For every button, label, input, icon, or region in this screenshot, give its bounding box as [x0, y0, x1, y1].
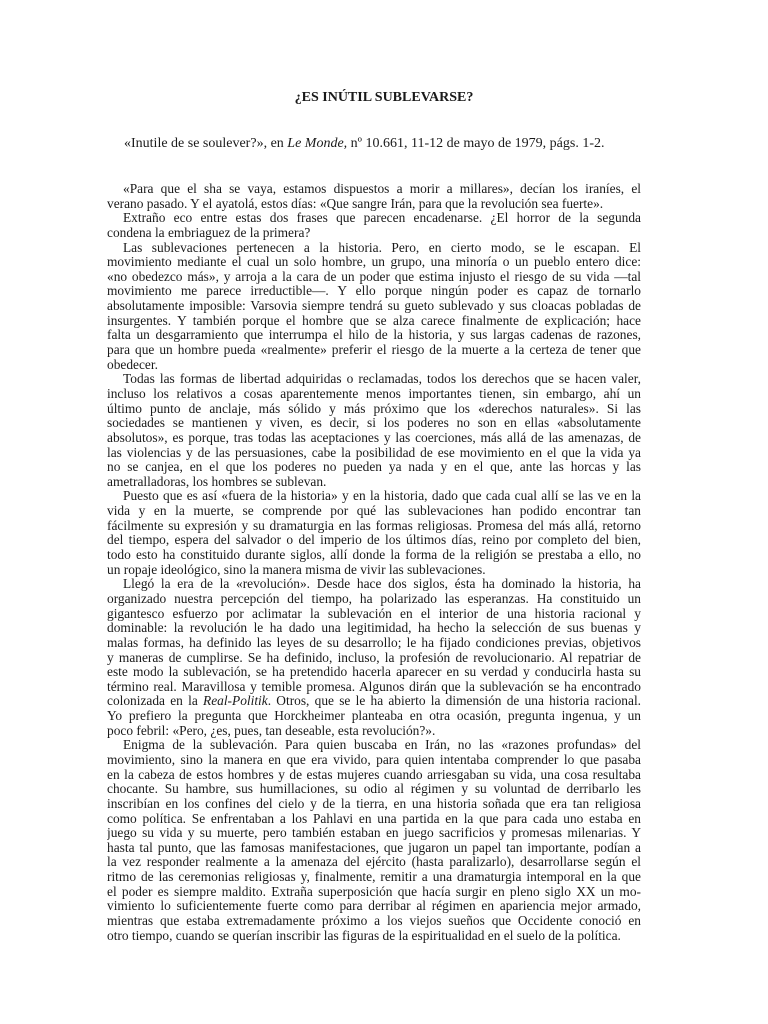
text-line: «no obedezco más», y arroja a la cara de un poder que estima injusto el riesgo de su vida —tal	[107, 269, 641, 284]
text-line: inscribían en los confines del cielo y de la tierra, en una historia soñada que era tan religiosa	[107, 796, 641, 811]
text-line: incluso los relativos a cosas aparentemente menos importantes tienen, sin embargo, ahí un	[107, 386, 641, 401]
emphasized-term: Real-Politik	[203, 694, 268, 709]
text-line: organizado nuestra percepción del tiempo, ha polarizado las esperanzas. Ha constituido un	[107, 591, 641, 606]
text-line: otro tiempo, cuando se querían inscribir las figuras de la espiritualidad en el suelo de la política.	[107, 928, 621, 943]
citation-prefix: «Inutile de se soulever?», en	[124, 136, 288, 151]
text-line	[107, 694, 641, 709]
text-line: falta un desgarramiento que interrumpa el hilo de la historia, y sus largas cadenas de razones,	[107, 328, 641, 343]
text-line: fácilmente su expresión y su dramaturgia en las formas religiosas. Promesa del más allá, retorno	[107, 518, 641, 533]
text-line: un ropaje ideológico, sino la manera misma de vivir las sublevaciones.	[107, 562, 486, 577]
text-line: Yo prefiero la pregunta que Horckheimer planteaba en otra ocasión, pregunta ingenua, y un	[107, 709, 641, 724]
text-line: y maneras de cumplirse. Se ha definido, incluso, la profesión de revolucionario. Al repatriar de	[107, 650, 641, 665]
text-line: juego su vida y su muerte, pero también estaban en juego sacrificios y promesas milenarias. Y	[107, 826, 641, 841]
text-line: mientras que estaba extremadamente próximo a los viejos sueños que Occidente conoció en	[107, 914, 641, 929]
text-line: Enigma de la sublevación. Para quien buscaba en Irán, no las «razones profundas» del	[123, 738, 641, 753]
text-line: ritmo de las ceremonias religiosas y, finalmente, remitir a una dramaturgia intemporal en la que	[107, 870, 641, 885]
text-line: absolutos», es porque, tras todas las aceptaciones y las coerciones, más allá de las amenazas, de	[107, 430, 641, 445]
text-line: Llegó la era de la «revolución». Desde hace dos siglos, ésta ha dominado la historia, ha	[123, 577, 641, 592]
text-line: gigantesco esfuerzo por aclimatar la sublevación en el interior de una historia racional y	[107, 606, 641, 621]
text-line: Extraño eco entre estas dos frases que parecen encadenarse. ¿El horror de la segunda	[123, 211, 641, 226]
text-segment: . Otros, que se le ha abierto la dimensión de una historia racional.	[267, 694, 641, 709]
text-line: del tiempo, espera del salvador o del imperio de los últimos días, reino por completo del bien,	[107, 533, 641, 548]
source-citation	[124, 136, 644, 152]
text-line: movimiento, sino la manera en que era vivido, para quien intentaba comprender lo que pasaba	[107, 752, 641, 767]
text-line: movimiento me parece irreductible—. Y ello porque ningún poder es capaz de tornarlo	[107, 284, 641, 299]
text-line: este modo la sublevación, se ha pretendido hacerla aparecer en su verdad y conducirla hasta su	[107, 665, 641, 680]
text-line: la vez responder realmente a la amenaza del ejército (hasta paralizarlo), desarrollarse según el	[107, 855, 641, 870]
text-line: Puesto que es así «fuera de la historia» y en la historia, dado que cada cual allí se las ve en la	[123, 489, 641, 504]
text-line: el poder es siempre maldito. Extraña superposición que hacía surgir en pleno siglo XX un mo-	[107, 884, 641, 899]
text-line: chocante. Su hambre, sus humillaciones, su odio al régimen y su voluntad de derribarlo les	[107, 782, 641, 797]
text-line: todo esto ha constituido durante siglos, allí donde la forma de la religión se prestaba a ello, no	[107, 548, 641, 563]
citation-suffix: nº 10.661, 11-12 de mayo de 1979, págs. 1-2.	[347, 136, 605, 151]
text-line: ametralladoras, los hombres se sublevan.	[107, 474, 327, 489]
text-line: no se canjea, en el que los poderes no pueden ya nada y en el que, ante las horcas y las	[107, 460, 641, 475]
text-line: las violencias y de las persuasiones, cabe la posibilidad de ese movimiento en el que la vida ya	[107, 445, 641, 460]
text-line: como política. Se enfrentaban a los Pahlavi en una partida en la que para cada uno estaba en	[107, 811, 641, 826]
text-line: Las sublevaciones pertenecen a la historia. Pero, en cierto modo, se le escapan. El	[123, 240, 641, 255]
text-line: condena la embriaguez de la primera?	[107, 225, 311, 240]
text-line: hasta tal punto, que las famosas manifestaciones, que jugaron un papel tan importante, podían a	[107, 840, 641, 855]
text-line: para que un hombre pueda «realmente» preferir el riesgo de la muerte a la certeza de tener que	[107, 343, 641, 358]
text-line: Todas las formas de libertad adquiridas o reclamadas, todos los derechos que se hacen valer,	[123, 372, 641, 387]
text-line: movimiento mediante el cual un solo hombre, un grupo, una minoría o un pueblo entero dice:	[107, 255, 641, 270]
text-line: insurgentes. Y también porque el hombre que se alza carece finalmente de explicación; hace	[107, 313, 641, 328]
text-line: vimiento lo suficientemente fuerte como para derribar al régimen en apariencia mejor armado,	[107, 899, 641, 914]
text-line: verano pasado. Y el ayatolá, estos días: «Que sangre Irán, para que la revolución sea fuerte».	[107, 196, 604, 211]
text-line: «Para que el sha se vaya, estamos dispuestos a morir a millares», decían los iraníes, el	[123, 182, 641, 196]
text-line: en la cabeza de estos hombres y de estas mujeres cuando arriesgaban su vida, una cosa resultaba	[107, 767, 641, 782]
text-line: poco febril: «Pero, ¿es, pues, tan deseable, esta revolución?».	[107, 723, 436, 738]
text-line: dominable: la revolución le ha dado una legitimidad, ha hecho la selección de sus buenas y	[107, 621, 641, 636]
document-title: ¿ES INÚTIL SUBLEVARSE?	[294, 90, 474, 105]
text-line: sociedades se mantienen y viven, es decir, si los poderes no son en ellas «absolutamente	[107, 416, 641, 431]
text-line: término real. Maravillosa y temible promesa. Algunos dirán que la sublevación se ha encontrado	[107, 679, 641, 694]
text-line: obedecer.	[107, 357, 158, 372]
article-body	[107, 182, 641, 943]
text-line: vida y en la muerte, se comprende por qué las sublevaciones han podido encontrar tan	[107, 504, 641, 519]
text-line: absolutamente imposible: Varsovia siempre tendrá su gueto sublevado y sus cloacas pobladas de	[107, 299, 641, 314]
citation-journal: Le Monde,	[287, 136, 348, 151]
text-line: malas formas, ha definido las leyes de su desarrollo; le ha fijado condiciones previas, objetivos	[107, 635, 641, 650]
text-line: último punto de anclaje, más sólido y más próximo que los «derechos naturales». Si las	[107, 401, 641, 416]
text-segment: colonizada en la	[107, 694, 204, 709]
